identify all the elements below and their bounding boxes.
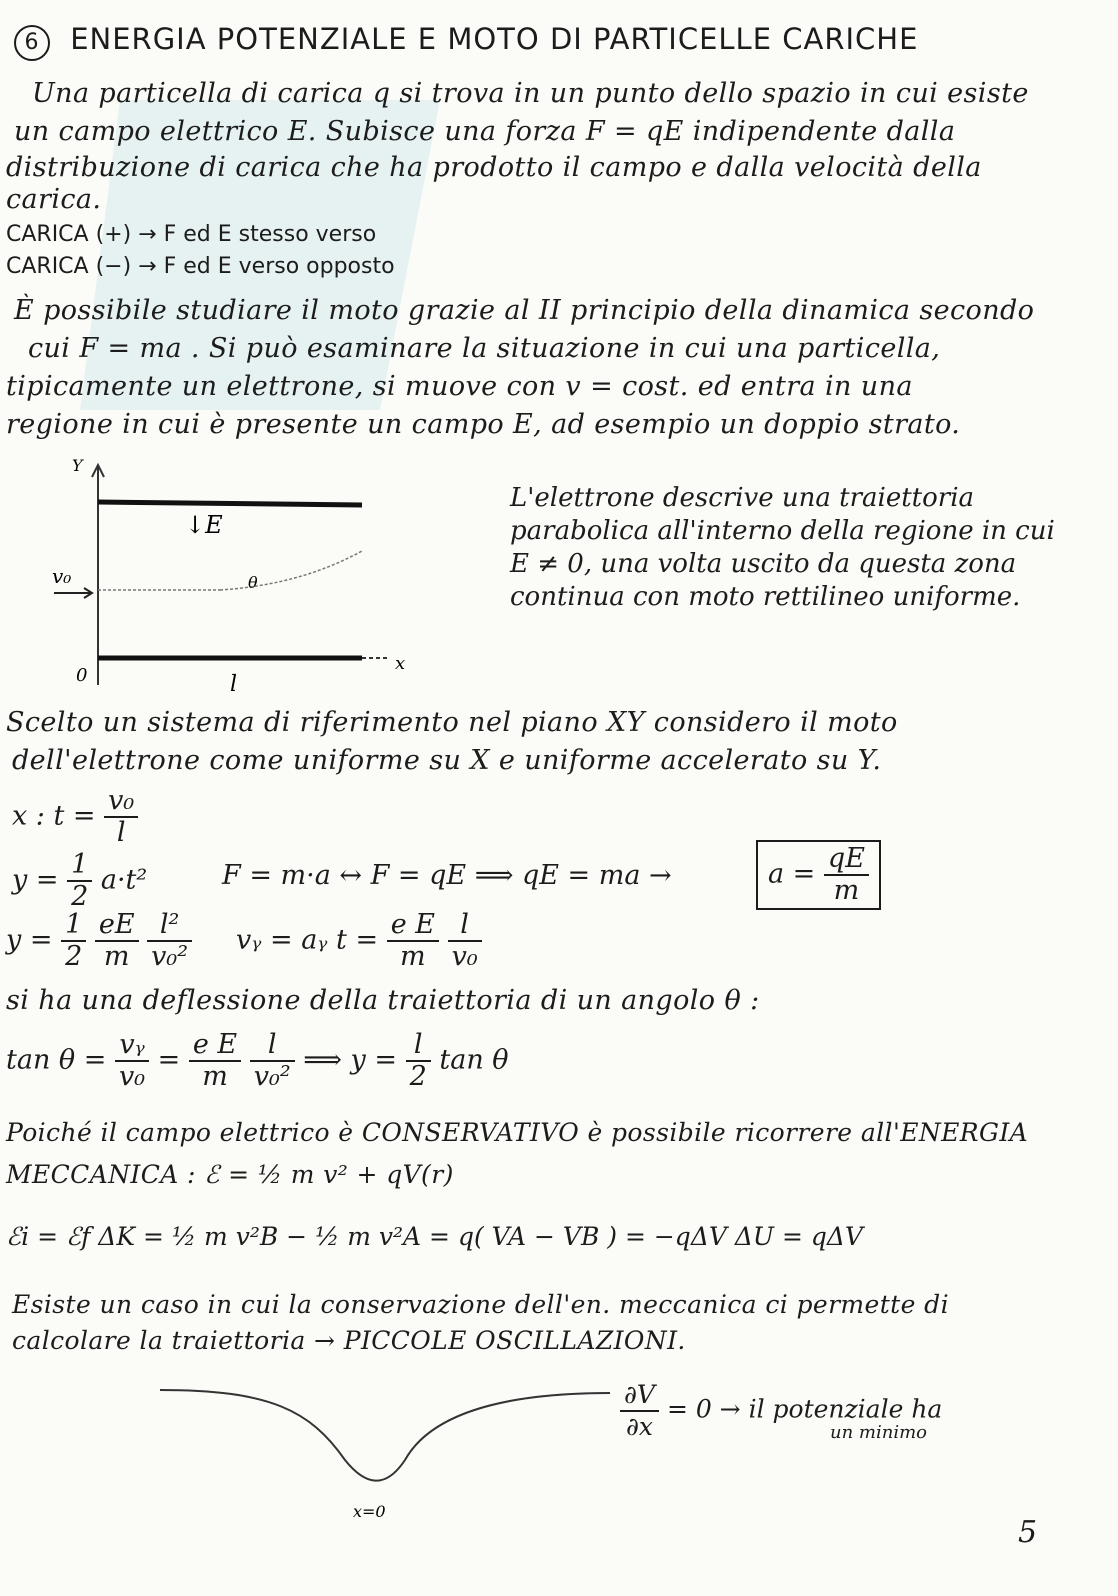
- frac-num: 1: [67, 850, 92, 882]
- velocity-label: v₀: [52, 564, 72, 588]
- dynamics-line: tipicamente un elettrone, si muove con v = cost. ed entra in una: [6, 371, 913, 402]
- formula-y-full: [6, 910, 192, 972]
- formula-part: vᵧ = aᵧ t =: [236, 924, 379, 956]
- top-plate: [98, 502, 362, 505]
- frac-den: m: [202, 1061, 228, 1092]
- fraction: [147, 910, 192, 972]
- reference-line: dell'elettrone come uniforme su X e uniforme accelerato su Y.: [12, 745, 882, 776]
- minimum-x-label: x=0: [353, 1502, 386, 1521]
- reference-line: Scelto un sistema di riferimento nel piano XY considero il moto: [6, 707, 898, 738]
- oscillation-line: calcolare la traiettoria → PICCOLE OSCILLAZIONI.: [12, 1326, 686, 1355]
- fraction: [115, 1030, 149, 1092]
- fraction: [67, 850, 92, 912]
- frac-num: qE: [824, 844, 869, 876]
- formula-tan-theta: [6, 1030, 509, 1092]
- fraction: [448, 910, 482, 972]
- frac-num: 1: [61, 910, 86, 942]
- frac-den: m: [400, 941, 426, 972]
- dynamics-line: È possibile studiare il moto grazie al II principio della dinamica secondo: [14, 295, 1035, 326]
- fraction: [406, 1030, 431, 1092]
- fraction: [104, 786, 138, 848]
- frac-num: e E: [387, 910, 439, 942]
- frac-num: eE: [95, 910, 139, 942]
- potential-well-plot: [150, 1375, 620, 1535]
- intro-line: un campo elettrico E. Subisce una forza F = qE indipendente dalla: [14, 116, 956, 147]
- fraction: [387, 910, 439, 972]
- fraction: [824, 844, 869, 906]
- frac-den: 2: [409, 1061, 427, 1092]
- frac-den: 2: [65, 941, 83, 972]
- intro-line: distribuzione di carica che ha prodotto il campo e dalla velocità della: [6, 152, 982, 183]
- formula-part: y =: [6, 924, 53, 956]
- charge-case-negative: CARICA (−) → F ed E verso opposto: [6, 254, 395, 279]
- fraction: [95, 910, 139, 972]
- fraction: [250, 1030, 295, 1092]
- energy-line: MECCANICA : ℰ = ½ m v² + qV(r): [6, 1160, 454, 1189]
- formula-vy: [236, 910, 482, 972]
- frac-den: m: [833, 875, 860, 906]
- formula-newton: [222, 860, 672, 891]
- formula-part: ⟹ y =: [303, 1044, 397, 1076]
- frac-num: v₀: [104, 786, 138, 818]
- intro-line: carica.: [6, 184, 102, 215]
- frac-den: v₀²: [151, 941, 189, 972]
- frac-den: v₀²: [253, 1061, 291, 1092]
- parabolic-trajectory: [220, 551, 362, 590]
- frac-den: 2: [71, 881, 89, 912]
- fraction: [189, 1030, 241, 1092]
- fraction: [620, 1380, 659, 1442]
- formula-part: a·t²: [100, 864, 148, 896]
- potential-curve: [160, 1390, 610, 1481]
- frac-den: v₀: [451, 941, 478, 972]
- formula-y-half: [12, 850, 147, 912]
- formula-part: = 0 → il potenziale ha: [666, 1394, 943, 1424]
- deflection-text: si ha una deflessione della traiettoria di un angolo θ :: [6, 985, 760, 1016]
- formula-part: x : t =: [12, 800, 96, 832]
- dynamics-line: cui F = ma . Si può esaminare la situazione in cui una particella,: [28, 333, 941, 364]
- formula-part: a =: [768, 858, 816, 890]
- y-axis-label: Y: [72, 456, 83, 475]
- x-axis-label: x: [395, 653, 406, 674]
- frac-num: l: [406, 1030, 431, 1062]
- formula-part: =: [157, 1044, 181, 1076]
- formula-part: tan θ: [439, 1044, 509, 1076]
- frac-num: e E: [189, 1030, 241, 1062]
- charge-case-positive: CARICA (+) → F ed E stesso verso: [6, 222, 377, 247]
- potential-minimum-note: un minimo: [830, 1422, 927, 1443]
- formula-part: y =: [12, 864, 59, 896]
- frac-num: vᵧ: [115, 1030, 149, 1062]
- frac-den: v₀: [118, 1061, 146, 1092]
- frac-num: l: [250, 1030, 295, 1062]
- frac-den: ∂x: [625, 1412, 653, 1441]
- frac-den: l: [116, 817, 126, 848]
- formula-x-t: [12, 786, 138, 848]
- formula-energy-conservation: ℰi = ℰf ΔK = ½ m v²B − ½ m v²A = q( VA − VB ) = −qΔV ΔU = qΔV: [6, 1222, 863, 1251]
- frac-num: l: [448, 910, 482, 942]
- page-title: [14, 22, 918, 61]
- dynamics-line: regione in cui è presente un campo E, ad esempio un doppio strato.: [6, 409, 961, 440]
- page-number: 5: [1018, 1515, 1038, 1550]
- frac-den: m: [103, 941, 130, 972]
- title-text: ENERGIA POTENZIALE E MOTO DI PARTICELLE CARICHE: [70, 22, 919, 56]
- diagram-note: L'elettrone descrive una traiettoria parabolica all'interno della regione in cui E ≠ 0, una volta uscito da questa zona continua con moto rettilineo uniforme.: [510, 483, 1055, 612]
- formula-acceleration-box: [756, 840, 881, 910]
- fraction: [61, 910, 86, 972]
- field-label: ↓E: [185, 511, 223, 539]
- section-number: 6: [14, 25, 50, 61]
- formula-part: tan θ =: [6, 1044, 107, 1076]
- frac-num: ∂V: [620, 1380, 659, 1412]
- intro-line: Una particella di carica q si trova in un punto dello spazio in cui esiste: [32, 78, 1029, 109]
- angle-label: θ: [248, 573, 258, 592]
- oscillation-line: Esiste un caso in cui la conservazione dell'en. meccanica ci permette di: [12, 1290, 949, 1319]
- frac-num: l²: [147, 910, 192, 942]
- origin-label: 0: [76, 665, 88, 686]
- length-label: l: [230, 672, 238, 697]
- energy-line: Poiché il campo elettrico è CONSERVATIVO è possibile ricorrere all'ENERGIA: [6, 1118, 1029, 1147]
- deflection-diagram: [40, 455, 440, 705]
- formula-part: F = m·a ↔ F = qE ⟹ qE = ma →: [222, 860, 672, 891]
